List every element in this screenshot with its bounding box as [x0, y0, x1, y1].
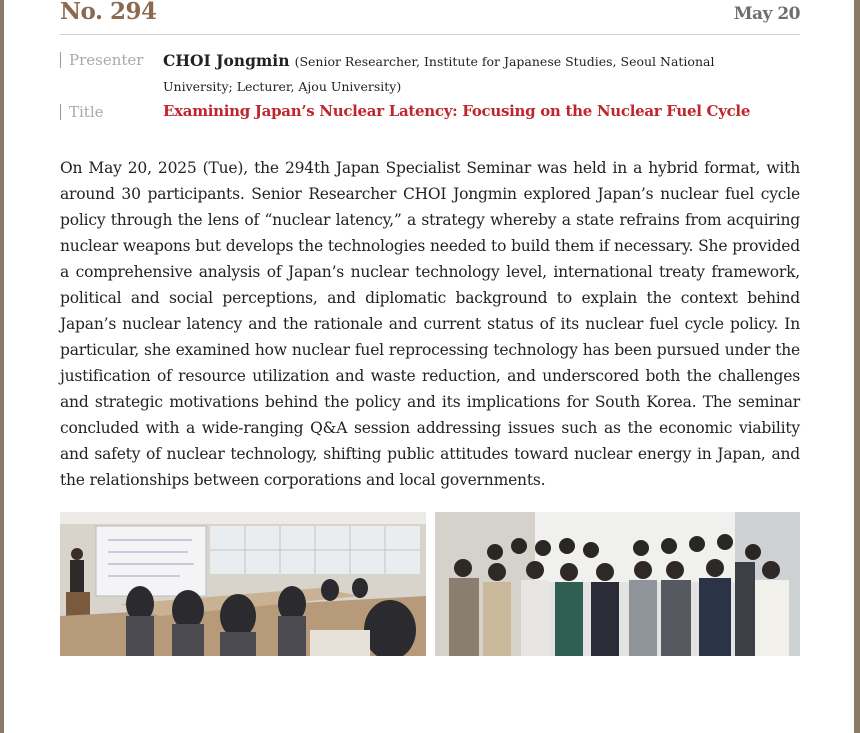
group-photo-illustration: [435, 512, 800, 656]
presenter-label: Presenter: [60, 52, 143, 68]
seminar-title: Examining Japan’s Nuclear Latency: Focusing on the Nuclear Fuel Cycle: [163, 102, 751, 120]
title-label: Title: [60, 104, 104, 120]
presenter-affiliation: (Senior Researcher, Institute for Japanese Studies, Seoul National University; Lecturer, Ajou University): [163, 54, 715, 94]
presenter-value: [163, 49, 763, 99]
seminar-summary: On May 20, 2025 (Tue), the 294th Japan Specialist Seminar was held in a hybrid format, with around 30 participants. Senior Researcher CHOI Jongmin explored Japan’s nuclear fuel cycle policy through the lens of “nuclear latency,” a strategy whereby a state refrains from acquiring nuclear weapons but develops the technologies needed to build them if necessary. She provided a comprehensive analysis of Japan’s nuclear technology level, international treaty framework, political and social perceptions, and diplomatic background to explain the context behind Japan’s nuclear latency and the rationale and current status of its nuclear fuel cycle policy. In particular, she examined how nuclear fuel reprocessing technology has been pursued under the justification of resource utilization and waste reduction, and underscored both the challenges and strategic motivations behind the policy and its implications for South Korea. The seminar concluded with a wide-ranging Q&A session addressing issues such as the economic viability and safety of nuclear technology, shifting public attitudes toward nuclear energy in Japan, and the relationships between corporations and local governments.: [60, 159, 800, 489]
seminar-room-photo: [60, 512, 426, 656]
group-photo: [435, 512, 800, 656]
newsletter-page: [4, 0, 854, 733]
issue-number: No. 294: [60, 0, 157, 25]
seminar-room-illustration: [60, 512, 426, 656]
issue-header: [60, 0, 800, 35]
seminar-title-value: [163, 101, 763, 120]
presenter-name: CHOI Jongmin: [163, 51, 290, 70]
issue-date: May 20: [733, 4, 800, 24]
